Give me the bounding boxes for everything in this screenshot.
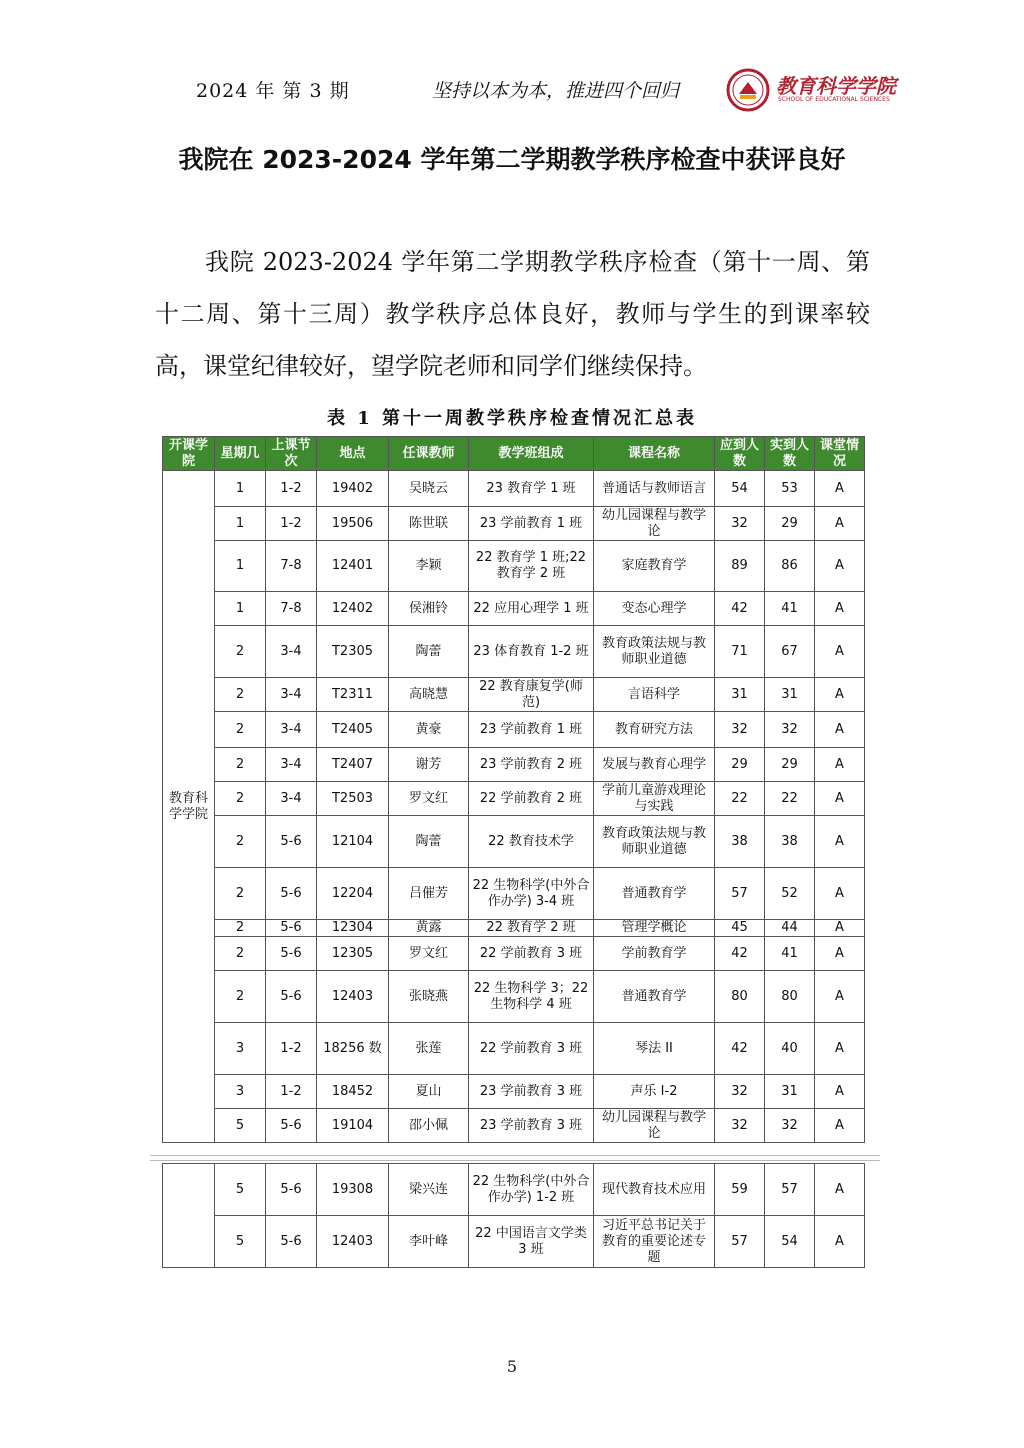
table-cell: 教育政策法规与教师职业道德 [594, 626, 715, 678]
table-cell: 19308 [317, 1164, 389, 1216]
page-number: 5 [506, 1357, 518, 1376]
column-header: 开课学院 [163, 437, 215, 471]
table-cell: 57 [765, 1164, 815, 1216]
table-row [163, 937, 865, 971]
table-row [163, 712, 865, 748]
table-cell: A [815, 471, 865, 507]
table-cell: 86 [765, 541, 815, 592]
table-cell: 1-2 [266, 507, 317, 541]
table-cell: 夏山 [389, 1075, 469, 1109]
table-cell: 42 [715, 1023, 765, 1075]
table-cell: 2 [215, 937, 266, 971]
table-cell: 5 [215, 1164, 266, 1216]
table-cell: 45 [715, 920, 765, 937]
table-cell: 幼儿园课程与教学论 [594, 1109, 715, 1143]
table-row [163, 1216, 865, 1268]
table-cell: 38 [715, 816, 765, 868]
table-cell: 家庭教育学 [594, 541, 715, 592]
table-cell: 52 [765, 868, 815, 920]
table-cell: 32 [715, 507, 765, 541]
column-header: 课堂情况 [815, 437, 865, 471]
table-cell: 普通话与教师语言 [594, 471, 715, 507]
table-cell: 1 [215, 471, 266, 507]
table-caption: 表 1 第十一周教学秩序检查情况汇总表 [326, 408, 698, 429]
table-cell: A [815, 507, 865, 541]
table-cell: 5 [215, 1109, 266, 1143]
table-cell: 2 [215, 712, 266, 748]
column-header: 应到人数 [715, 437, 765, 471]
table-cell: 2 [215, 868, 266, 920]
table-cell: 80 [715, 971, 765, 1023]
table-cell: 23 体育教育 1-2 班 [469, 626, 594, 678]
table-cell: 31 [765, 1075, 815, 1109]
table-cell: 19506 [317, 507, 389, 541]
table-cell: 5-6 [266, 1164, 317, 1216]
table-cell: 1-2 [266, 1075, 317, 1109]
table-cell: 普通教育学 [594, 868, 715, 920]
logo-english-name: SCHOOL OF EDUCATIONAL SCIENCES [778, 96, 890, 103]
table-cell: 7-8 [266, 592, 317, 626]
table-cell: 44 [765, 920, 815, 937]
table-cell: 80 [765, 971, 815, 1023]
table-cell: 1 [215, 541, 266, 592]
table-cell: 12104 [317, 816, 389, 868]
table-cell: 22 生物科学(中外合作办学) 3-4 班 [469, 868, 594, 920]
table-row [163, 748, 865, 782]
table-cell: 学前儿童游戏理论与实践 [594, 782, 715, 816]
table-cell: 1-2 [266, 1023, 317, 1075]
logo-name: 教育科学学院 [776, 74, 896, 98]
table-cell: 23 学前教育 1 班 [469, 507, 594, 541]
table-cell: 陶蕾 [389, 626, 469, 678]
table-row [163, 782, 865, 816]
table-cell: 22 中国语言文学类 3 班 [469, 1216, 594, 1268]
table-cell: T2405 [317, 712, 389, 748]
table-cell: 42 [715, 937, 765, 971]
table-cell: 7-8 [266, 541, 317, 592]
table-cell: 23 教育学 1 班 [469, 471, 594, 507]
table-cell: 23 学前教育 3 班 [469, 1109, 594, 1143]
table-cell: 3 [215, 1075, 266, 1109]
table-cell: 学前教育学 [594, 937, 715, 971]
table-cell: 22 学前教育 2 班 [469, 782, 594, 816]
article-title: 我院在 2023-2024 学年第二学期教学秩序检查中获评良好 [178, 145, 846, 174]
table-cell: 29 [765, 507, 815, 541]
table-cell: 41 [765, 592, 815, 626]
table-cell: 习近平总书记关于教育的重要论述专题 [594, 1216, 715, 1268]
table-cell: 54 [765, 1216, 815, 1268]
table-cell: 5-6 [266, 920, 317, 937]
table-cell: 32 [715, 712, 765, 748]
table-cell: A [815, 1075, 865, 1109]
table-cell: A [815, 868, 865, 920]
table-cell: 19402 [317, 471, 389, 507]
table-cell: 管理学概论 [594, 920, 715, 937]
table-cell: 2 [215, 782, 266, 816]
table-cell: 22 学前教育 3 班 [469, 937, 594, 971]
table-cell: 侯湘铃 [389, 592, 469, 626]
table-cell: 5-6 [266, 971, 317, 1023]
table-cell: 3-4 [266, 712, 317, 748]
table-cell: 54 [715, 471, 765, 507]
college-logo [726, 70, 906, 112]
table-cell: 张晓燕 [389, 971, 469, 1023]
column-header: 实到人数 [765, 437, 815, 471]
table-row [163, 971, 865, 1023]
table-cell: 22 教育技术学 [469, 816, 594, 868]
table-cell: 5-6 [266, 1109, 317, 1143]
table-cell: 现代教育技术应用 [594, 1164, 715, 1216]
table-header-row [163, 437, 865, 471]
table-cell: 12304 [317, 920, 389, 937]
table-cell: 幼儿园课程与教学论 [594, 507, 715, 541]
table-cell: 梁兴连 [389, 1164, 469, 1216]
table-cell: 罗文红 [389, 782, 469, 816]
column-header: 上课节次 [266, 437, 317, 471]
column-header: 星期几 [215, 437, 266, 471]
table-cell: 发展与教育心理学 [594, 748, 715, 782]
table-cell: T2311 [317, 678, 389, 712]
table-cell: 89 [715, 541, 765, 592]
column-header: 课程名称 [594, 437, 715, 471]
table-cell: A [815, 920, 865, 937]
table-cell: 5 [215, 1216, 266, 1268]
table-cell: 23 学前教育 2 班 [469, 748, 594, 782]
table-split-divider [150, 1155, 880, 1161]
table-cell: A [815, 1109, 865, 1143]
table-cell: 李颖 [389, 541, 469, 592]
table-cell: 18256 数 [317, 1023, 389, 1075]
table-cell: 张莲 [389, 1023, 469, 1075]
table-cell: 57 [715, 1216, 765, 1268]
table-cell: 40 [765, 1023, 815, 1075]
table-row [163, 678, 865, 712]
table-cell: A [815, 971, 865, 1023]
table-cell: 3-4 [266, 626, 317, 678]
table-cell: 5-6 [266, 816, 317, 868]
table-cell: 谢芳 [389, 748, 469, 782]
inspection-table [162, 436, 865, 1143]
table-cell: 2 [215, 971, 266, 1023]
motto-text: 坚持以本为本，推进四个回归 [432, 80, 680, 102]
table-row [163, 541, 865, 592]
table-cell: 12204 [317, 868, 389, 920]
table-cell: 19104 [317, 1109, 389, 1143]
table-cell: 22 学前教育 3 班 [469, 1023, 594, 1075]
table-cell: 22 教育学 2 班 [469, 920, 594, 937]
table-row [163, 471, 865, 507]
table-cell: 邵小佩 [389, 1109, 469, 1143]
table-cell: 22 教育学 1 班;22 教育学 2 班 [469, 541, 594, 592]
table-cell: 12401 [317, 541, 389, 592]
table-cell: A [815, 678, 865, 712]
table-cell: 3-4 [266, 782, 317, 816]
table-cell: A [815, 1216, 865, 1268]
table-cell: 变态心理学 [594, 592, 715, 626]
table-cell: 22 生物科学 3；22 生物科学 4 班 [469, 971, 594, 1023]
table-cell: 31 [715, 678, 765, 712]
table-cell: 32 [765, 1109, 815, 1143]
table-cell: 53 [765, 471, 815, 507]
column-header: 任课教师 [389, 437, 469, 471]
table-cell: 教育研究方法 [594, 712, 715, 748]
table-cell: 吕催芳 [389, 868, 469, 920]
table-cell: T2305 [317, 626, 389, 678]
table-cell: A [815, 592, 865, 626]
table-cell: 5-6 [266, 1216, 317, 1268]
table-row [163, 1109, 865, 1143]
table-cell: 李叶峰 [389, 1216, 469, 1268]
table-cell: 2 [215, 626, 266, 678]
table-cell: 2 [215, 920, 266, 937]
table-cell: 教育政策法规与教师职业道德 [594, 816, 715, 868]
table-cell: 罗文红 [389, 937, 469, 971]
table-cell: A [815, 1023, 865, 1075]
table-cell: 2 [215, 678, 266, 712]
table-cell: 22 生物科学(中外合作办学) 1-2 班 [469, 1164, 594, 1216]
table-cell: A [815, 748, 865, 782]
table-cell: 29 [715, 748, 765, 782]
table-cell: 23 学前教育 3 班 [469, 1075, 594, 1109]
table-cell: A [815, 782, 865, 816]
table-row [163, 920, 865, 937]
table-cell: 12403 [317, 971, 389, 1023]
seal-icon [726, 68, 770, 112]
table-cell: 18452 [317, 1075, 389, 1109]
table-cell: 黄露 [389, 920, 469, 937]
table-cell: 12403 [317, 1216, 389, 1268]
table-cell: 22 [765, 782, 815, 816]
table-cell: 1 [215, 592, 266, 626]
table-cell: 3-4 [266, 678, 317, 712]
table-cell: 5-6 [266, 868, 317, 920]
page-header [0, 70, 1024, 110]
table-row [163, 626, 865, 678]
table-cell: A [815, 626, 865, 678]
table-cell: 71 [715, 626, 765, 678]
table-cell: 高晓慧 [389, 678, 469, 712]
table-cell: 32 [715, 1075, 765, 1109]
table-cell: 31 [765, 678, 815, 712]
table-cell: 3 [215, 1023, 266, 1075]
table-cell: 23 学前教育 1 班 [469, 712, 594, 748]
table-cell: A [815, 712, 865, 748]
college-cell: 教育科学学院 [163, 471, 215, 1143]
table-cell: 12402 [317, 592, 389, 626]
table-cell: 32 [715, 1109, 765, 1143]
table-cell: 59 [715, 1164, 765, 1216]
table-cell: 22 教育康复学(师范) [469, 678, 594, 712]
table-row [163, 868, 865, 920]
table-row [163, 507, 865, 541]
column-header: 教学班组成 [469, 437, 594, 471]
issue-label: 2024 年 第 3 期 [196, 80, 350, 102]
table-cell: 琴法 II [594, 1023, 715, 1075]
article-paragraph: 我院 2023-2024 学年第二学期教学秩序检查（第十一周、第十二周、第十三周）教学秩序总体良好，教师与学生的到课率较高，课堂纪律较好，望学院老师和同学们继续保持。 [155, 248, 870, 380]
college-cell-empty [163, 1164, 215, 1268]
table-cell: 陈世联 [389, 507, 469, 541]
table-cell: 29 [765, 748, 815, 782]
table-cell: A [815, 816, 865, 868]
table-cell: 12305 [317, 937, 389, 971]
table-cell: 吴晓云 [389, 471, 469, 507]
table-cell: 3-4 [266, 748, 317, 782]
table-cell: A [815, 937, 865, 971]
inspection-table-continued [162, 1163, 865, 1268]
table-row [163, 592, 865, 626]
table-cell: 2 [215, 816, 266, 868]
table-cell: 普通教育学 [594, 971, 715, 1023]
table-row [163, 1164, 865, 1216]
table-cell: A [815, 541, 865, 592]
table-cell: 22 应用心理学 1 班 [469, 592, 594, 626]
table-row [163, 816, 865, 868]
table-cell: 32 [765, 712, 815, 748]
table-row [163, 1075, 865, 1109]
table-cell: 1-2 [266, 471, 317, 507]
table-cell: T2503 [317, 782, 389, 816]
table-cell: 41 [765, 937, 815, 971]
table-cell: 42 [715, 592, 765, 626]
table-cell: 2 [215, 748, 266, 782]
table-cell: 声乐 I-2 [594, 1075, 715, 1109]
column-header: 地点 [317, 437, 389, 471]
table-cell: 5-6 [266, 937, 317, 971]
table-row [163, 1023, 865, 1075]
table-cell: T2407 [317, 748, 389, 782]
table-cell: 黄豪 [389, 712, 469, 748]
table-cell: 1 [215, 507, 266, 541]
table-cell: 陶蕾 [389, 816, 469, 868]
table-cell: 言语科学 [594, 678, 715, 712]
table-cell: 38 [765, 816, 815, 868]
table-cell: 57 [715, 868, 765, 920]
table-cell: 67 [765, 626, 815, 678]
table-cell: A [815, 1164, 865, 1216]
table-cell: 22 [715, 782, 765, 816]
